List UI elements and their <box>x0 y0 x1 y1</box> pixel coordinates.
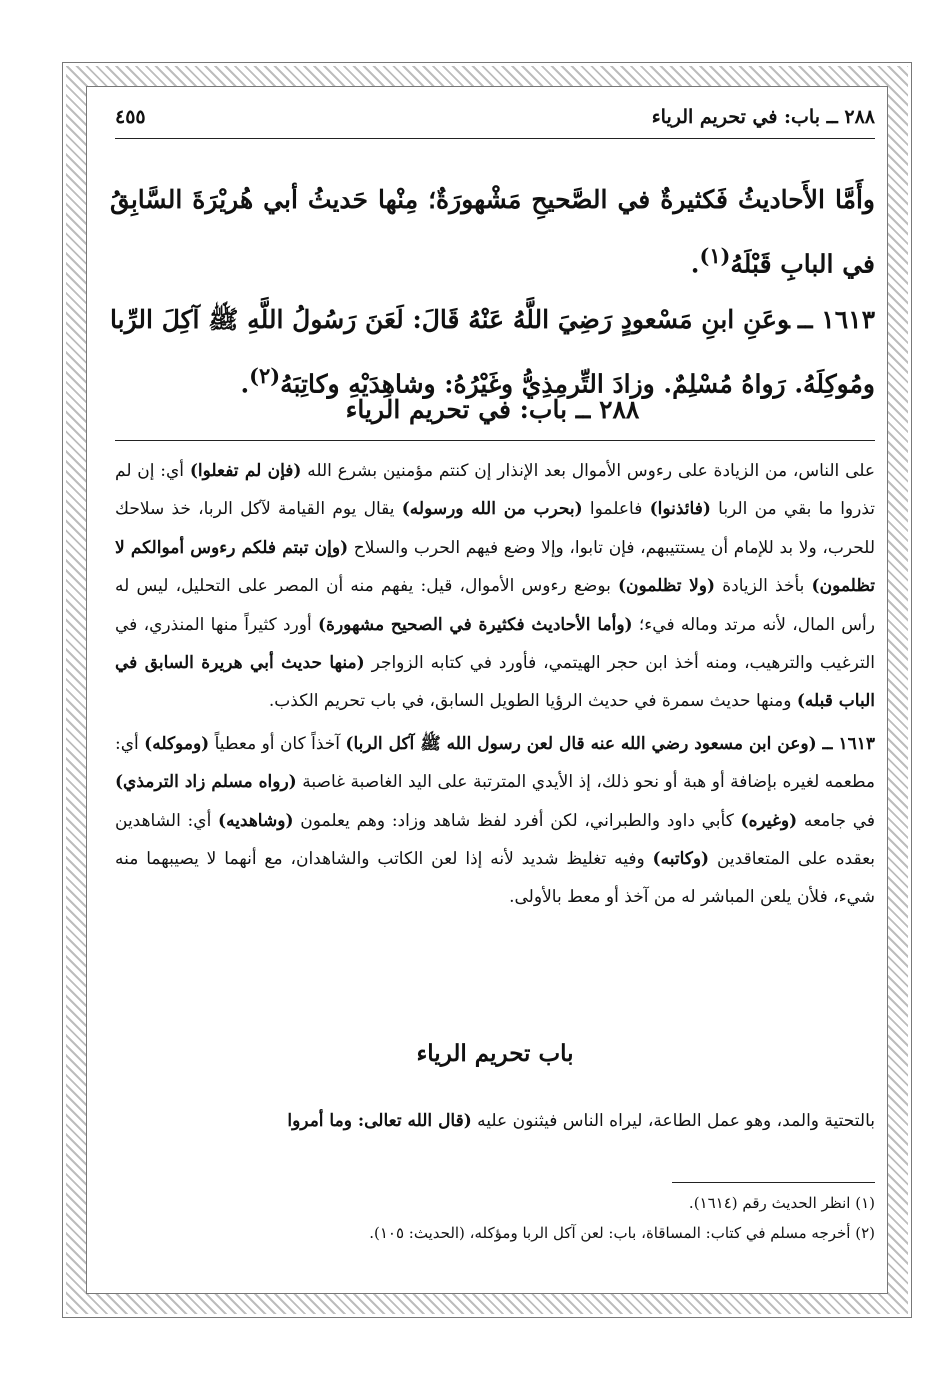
period: . <box>690 249 700 279</box>
footnote-2: (٢) أخرجه مسلم في كتاب: المساقاة، باب: لعن آكل الربا ومؤكله، (الحديث: ١٠٥). <box>369 1224 875 1242</box>
footnote-ref-2: (٢) <box>249 363 281 389</box>
commentary-text: آخذاً كان أو معطياً <box>209 733 346 754</box>
commentary-text: أي: الشاهدين بعقده على المتعاقدين <box>115 810 875 870</box>
commentary-separator <box>115 440 875 441</box>
chapter-title: ٢٨٨ ــ باب: في تحريم الرياء <box>345 395 640 424</box>
commentary-text: كأبي داود والطبراني، لكن أفرد لفظ شاهد وزاد: وهم يعلمون <box>293 810 741 831</box>
quoted-phrase: (وإن تبتم فلكم رءوس أموالكم لا تظلمون) <box>115 537 875 597</box>
period: . <box>240 369 250 399</box>
commentary-text: أورد كثيراً منها المنذري، في الترغيب والترهيب، ومنه أخذ ابن حجر الهيتمي، فأورد في كتابه الزواجر <box>115 614 875 674</box>
footnote-rule <box>672 1182 875 1183</box>
main-text <box>110 172 875 413</box>
commentary-chapter-title: باب تحريم الرياء <box>416 1040 574 1067</box>
main-paragraph-1-text: وأَمَّا الأَحاديثُ فَكثيرةٌ في الصَّحيحِ مَشْهورَةٌ؛ مِنْها حَديثُ أبي هُريْرَةَ السَّابِقُ في البابِ قَبْلَهُ <box>110 185 875 279</box>
commentary-text: أي: إن لم تذروا ما بقي من الربا <box>115 461 875 520</box>
commentary-paragraph-1 <box>115 452 875 721</box>
quoted-phrase: (وشاهديه) <box>218 810 294 831</box>
quoted-phrase: (بحرب من الله ورسوله) <box>401 499 583 520</box>
commentary-block <box>115 452 875 921</box>
quoted-phrase: (فائذنوا) <box>649 499 711 520</box>
main-paragraph-1 <box>110 172 875 292</box>
commentary-text: بالتحتية والمد، وهو عمل الطاعة، ليراه الناس فيثنون عليه <box>471 1111 875 1131</box>
commentary-text: بوضع رءوس الأموال، قيل: يفهم منه أن المصر على التحليل، ليس له رأس المال، لأنه مرتد وماله فيء؛ <box>115 576 875 635</box>
quoted-phrase: (وغيره) <box>740 810 798 831</box>
commentary-text: ومنها حديث سمرة في حديث الرؤيا الطويل السابق، في باب تحريم الكذب. <box>268 691 797 712</box>
quoted-phrase: ١٦١٣ ــ (وعن ابن مسعود رضي الله عنه قال لعن رسول الله ﷺ آكل الربا) <box>345 733 875 754</box>
commentary-text: في جامعه <box>797 810 875 831</box>
quoted-phrase: (منها حديث أبي هريرة السابق في الباب قبله) <box>115 653 875 712</box>
quoted-phrase: (رواه مسلم زاد الترمذي) <box>115 772 297 793</box>
quoted-phrase: (فإن لم تفعلوا) <box>189 461 302 481</box>
hadith-number: ١٦١٣ ــ <box>797 305 875 335</box>
running-title: ٢٨٨ ــ باب: في تحريم الرياء <box>651 106 875 128</box>
quoted-phrase: (وموكله) <box>144 733 210 754</box>
commentary-text: يقال يوم القيامة لآكل الربا، خذ سلاحك للحرب، ولا بد للإمام أن يستتيبهم، فإن تابوا، وإلا وضع فيهم الحرب والسلاح <box>115 499 875 558</box>
commentary-paragraph-2 <box>115 725 875 917</box>
header-rule <box>115 138 875 139</box>
commentary-text: أي: مطعمه لغيره بإضافة أو هبة أو نحو ذلك، إذ الأيدي المترتبة على اليد الغاصبة غاصبة <box>115 733 875 793</box>
page-number: ٤٥٥ <box>115 106 146 128</box>
quoted-phrase: (وكاتبه) <box>652 849 710 870</box>
commentary-text: وفيه تغليظ شديد لأنه إذا لعن الكاتب والشاهدان، مع أنهما لا يصيبهما منه شيء، فلأن يلعن المباشر له من آخذ أو معط بالأولى. <box>115 849 875 908</box>
commentary-text: بأخذ الزيادة <box>715 576 812 597</box>
commentary-last-line <box>115 1102 875 1140</box>
footnotes <box>115 1188 875 1248</box>
quoted-phrase: (قال الله تعالى: وما أمروا <box>287 1111 472 1131</box>
commentary-text: فاعلموا <box>582 499 650 520</box>
footnote-ref-1: (١) <box>699 243 731 268</box>
quoted-phrase: (ولا تظلمون) <box>618 576 716 597</box>
page-header <box>115 98 875 136</box>
main-paragraph-2-text: وعَنِ ابنِ مَسْعودٍ رَضِيَ اللَّهُ عَنْهُ قَالَ: لَعَنَ رَسُولُ اللَّهِ ﷺ آكِلَ الرِّبا ومُوكِلَهُ. رَواهُ مُسْلِمٌ. وزادَ التِّرمِذِيُّ وغَيْرُهُ: وشاهِدَيْهِ وكاتِبَهُ <box>110 305 875 399</box>
quoted-phrase: (وأما الأحاديث فكثيرة في الصحيح مشهورة) <box>318 614 633 635</box>
footnote-1: (١) انظر الحديث رقم (١٦١٤). <box>688 1194 875 1212</box>
commentary-text: على الناس، من الزيادة على رءوس الأموال بعد الإنذار إن كنتم مؤمنين بشرع الله <box>301 461 876 481</box>
